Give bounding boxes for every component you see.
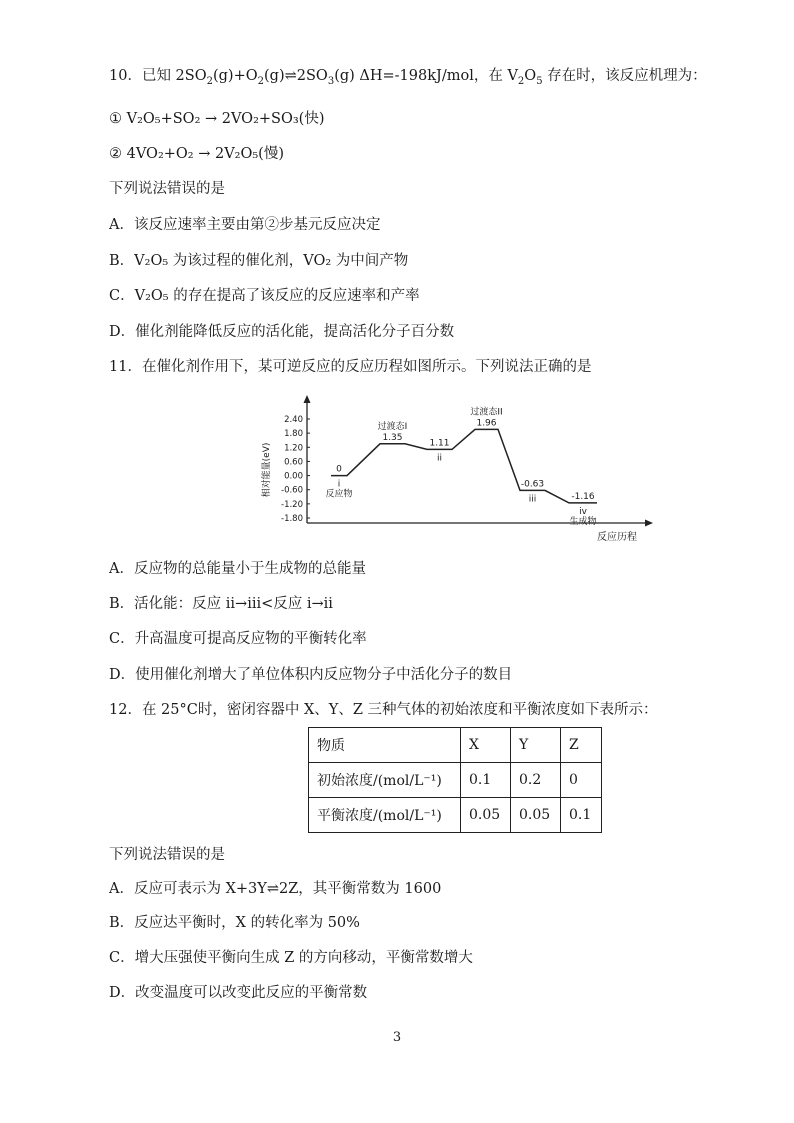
table-cell: 0.1 [461,763,511,798]
data-label: 0 [336,464,342,475]
q10-stem-part: (g) [264,68,285,84]
q10-stem-part: O [524,68,537,84]
table-header-row [309,728,602,763]
data-label: 1.35 [382,432,403,443]
q12-option-b: B．反应达平衡时，X 的转化率为 50% [109,915,360,931]
q10-option-a: A．该反应速率主要由第②步基元反应决定 [109,217,381,233]
data-label: 1.11 [429,438,450,449]
energy-profile [325,405,597,527]
point-name-label: 反应物 [325,489,353,500]
q12-option-d: D．改变温度可以改变此反应的平衡常数 [109,985,368,1001]
q12-option-a: A．反应可表示为 X+3Y⇌2Z，其平衡常数为 1600 [109,881,442,897]
table-row [309,798,602,833]
concentration-table [308,727,602,833]
table-cell: 平衡浓度/(mol/L⁻¹) [309,798,461,833]
table-cell: 0.05 [511,798,561,833]
data-label: 1.96 [476,418,497,429]
q10-number: 10． [109,68,142,84]
y-axis-arrow-icon [304,395,311,403]
point-name-label: 过渡态II [470,407,503,418]
q10-step2 [109,144,284,164]
q11-option-a: A．反应物的总能量小于生成物的总能量 [109,561,366,577]
energy-profile-chart [255,395,655,550]
x-axis-label: 反应历程 [597,532,637,543]
q10-stem-part: 已知 2SO [141,68,207,84]
table-header-cell: X [461,728,511,763]
step-text: 4VO₂+O₂ → 2V₂O₅(慢) [126,146,284,162]
y-tick-label: -1.20 [281,499,303,510]
q10-option-c: C．V₂O₅ 的存在提高了该反应的反应速率和产率 [109,288,420,304]
table-cell: 初始浓度/(mol/L⁻¹) [309,763,461,798]
q12-stem: 12．在 25°C时，密闭容器中 X、Y、Z 三种气体的初始浓度和平衡浓度如下表所示： [109,702,658,718]
equilibrium-arrow: ⇌ [284,68,297,84]
table-header-cell: Z [561,728,602,763]
q10-stem-part: (g)+O [212,68,258,84]
y-tick-label: 1.20 [284,443,303,454]
table-cell: 0.1 [561,798,602,833]
q10-stem-part: 2SO [296,68,328,84]
q11-option-d: D．使用催化剂增大了单位体积内反应物分子中活化分子的数目 [109,667,513,683]
y-tick-label: 2.40 [284,415,303,425]
state-label: iv [579,506,587,517]
data-label: -0.63 [520,479,545,490]
q11-stem: 11．在催化剂作用下，某可逆反应的反应历程如图所示。下列说法正确的是 [109,359,592,375]
page-number: 3 [392,1030,402,1045]
y-axis-label: 相对能量(eV) [262,442,272,498]
y-tick-label: 0.60 [284,457,303,468]
q10-prompt: 下列说法错误的是 [109,181,225,197]
q10-stem-part: (g) ΔH=-198kJ/mol，在 V [334,68,518,84]
y-tick-label: 0.00 [284,471,303,482]
y-tick-label: -0.60 [281,485,303,496]
q10-option-d: D．催化剂能降低反应的活化能，提高活化分子百分数 [109,324,455,340]
state-label: iii [528,494,537,505]
q12-option-c: C．增大压强使平衡向生成 Z 的方向移动，平衡常数增大 [109,950,473,966]
y-tick-label: -1.80 [281,514,303,524]
energy-profile-line [331,429,597,503]
y-tick-label: 1.80 [284,429,303,440]
q10-stem: 10．已知 $2SO_2(g)+O_2(g)\rightleftharpoons 2SO_3(g)$ ΔH=-198kJ/mol，在 $V_2O_5$ 存在时，该反应机理为： [109,68,707,87]
table-header-cell: Y [511,728,561,763]
step-text: V₂O₅+SO₂ → 2VO₂+SO₃(快) [126,111,325,127]
table-cell: 0 [561,763,602,798]
table-cell: 0.2 [511,763,561,798]
y-tick-labels [281,415,310,524]
q10-step1 [109,109,324,129]
q11-option-c: C．升高温度可提高反应物的平衡转化率 [109,631,367,647]
table-header-cell: 物质 [309,728,461,763]
step-label: ① [109,111,122,127]
point-name-label: 生成物 [569,516,597,527]
point-name-label: 过渡态I [377,421,408,432]
table-row [309,763,602,798]
x-axis-arrow-icon [645,520,653,527]
state-label: i [337,479,341,490]
q10-stem-part: 存在时，该反应机理为： [542,68,707,84]
q11-option-b: B．活化能：反应 ii→iii<反应 i→ii [109,596,333,612]
table-cell: 0.05 [461,798,511,833]
state-label: ii [436,453,443,464]
data-label: -1.16 [571,491,595,502]
q10-option-b: B．V₂O₅ 为该过程的催化剂，VO₂ 为中间产物 [109,253,409,269]
step-label: ② [109,146,122,162]
q12-prompt: 下列说法错误的是 [109,847,225,863]
